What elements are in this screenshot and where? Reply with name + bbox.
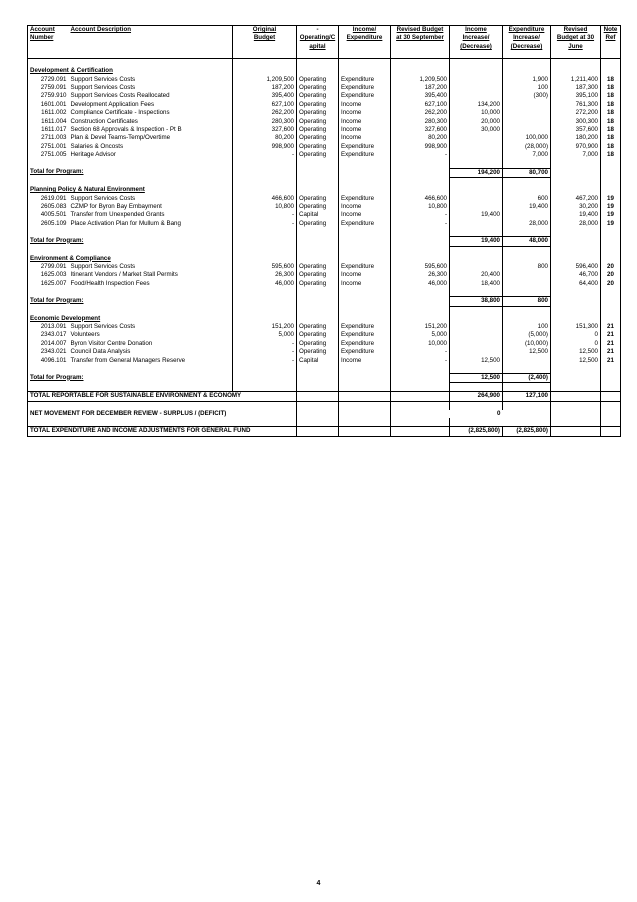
revised-budget: - [391,151,450,159]
account-code: 1611.017 [28,126,69,134]
note-ref: 19 [601,211,621,219]
operating-capital: Operating [297,92,339,100]
table-row [28,263,621,271]
header-income-change: Income Increase/ (Decrease) [450,26,503,52]
expenditure-change: 100,000 [503,134,551,142]
income-change [450,143,503,151]
revised-budget: 280,300 [391,118,450,126]
original-budget: - [233,340,297,348]
original-budget: - [233,151,297,159]
account-code: 2799.091 [28,263,69,271]
note-ref: 19 [601,220,621,228]
table-row [28,143,621,151]
operating-capital: Operating [297,323,339,331]
original-budget: 280,300 [233,118,297,126]
original-budget: 627,100 [233,101,297,109]
account-description: Support Services Costs [70,262,136,270]
expenditure-change: 12,500 [503,348,551,356]
note-ref: 20 [601,280,621,288]
section-title-row [28,315,621,323]
income-change [450,151,503,159]
original-budget: 187,200 [233,84,297,92]
operating-capital: Operating [297,101,339,109]
account-description: Development Application Fees [70,100,155,108]
income-expenditure: Income [339,134,391,142]
reportable-total-label: TOTAL REPORTABLE FOR SUSTAINABLE ENVIRONMENT & ECONOMY [28,392,297,401]
revised-budget: 627,100 [391,101,450,109]
table-row [28,220,621,228]
table-row [28,195,621,203]
account-code: 1611.004 [28,118,69,126]
table-row [28,92,621,100]
expenditure-change [503,118,551,126]
account-description: Transfer from General Managers Reserve [70,356,186,364]
note-ref: 18 [601,109,621,117]
expenditure-change [503,280,551,288]
table-row [28,348,621,356]
header-revised-budget: Revised Budget at 30 September [391,26,450,52]
account-description: Plan & Devel Teams-Temp/Overtime [70,134,171,142]
revised-june: 7,000 [551,151,601,159]
program-total-income: 12,500 [450,374,503,383]
income-expenditure: Income [339,203,391,211]
program-total-expenditure: (2,400) [503,374,551,383]
revised-june: 357,600 [551,126,601,134]
note-ref: 19 [601,203,621,211]
section-title: Environment & Compliance [28,255,233,263]
revised-june: 28,000 [551,220,601,228]
revised-budget: - [391,357,450,365]
income-expenditure: Expenditure [339,340,391,348]
net-movement-label: NET MOVEMENT FOR DECEMBER REVIEW - SURPLUS / (DEFICIT) [28,410,297,418]
income-expenditure: Income [339,211,391,219]
account-code: 2605.083 [28,203,69,211]
header-note-ref: Note Ref [601,26,621,52]
original-budget: 151,200 [233,323,297,331]
revised-june: 272,200 [551,109,601,117]
note-ref: 19 [601,195,621,203]
revised-june: 0 [551,340,601,348]
revised-june: 300,300 [551,118,601,126]
program-total-income: 38,800 [450,297,503,306]
account-description: Construction Certificates [70,117,138,125]
account-description: Section 68 Approvals & Inspection - Pt B [70,126,182,134]
income-change [450,84,503,92]
income-expenditure: Expenditure [339,76,391,84]
note-ref: 18 [601,118,621,126]
income-expenditure: Expenditure [339,323,391,331]
net-movement-row [28,410,621,418]
revised-june: 12,500 [551,348,601,356]
header-income-expenditure: Income/ Expenditure [339,26,391,52]
income-expenditure: Income [339,280,391,288]
table-row [28,357,621,365]
revised-june: 46,700 [551,271,601,279]
account-code: 2013.091 [28,323,69,331]
program-total-expenditure: 80,700 [503,168,551,177]
revised-budget: 262,200 [391,109,450,117]
original-budget: 10,800 [233,203,297,211]
operating-capital: Operating [297,109,339,117]
table-row [28,134,621,142]
original-budget: 26,300 [233,271,297,279]
table-row [28,331,621,339]
operating-capital: Operating [297,203,339,211]
operating-capital: Capital [297,211,339,219]
income-change: 134,200 [450,101,503,109]
table-row [28,271,621,279]
revised-budget: 998,900 [391,143,450,151]
general-fund-total-income: (2,825,800) [450,427,503,436]
program-total-row [28,237,621,246]
expenditure-change: 1,900 [503,76,551,84]
account-code: 2751.005 [28,151,69,159]
table-row [28,118,621,126]
general-fund-total-expenditure: (2,825,800) [503,427,551,436]
original-budget: 46,000 [233,280,297,288]
operating-capital: Capital [297,357,339,365]
revised-budget: 327,600 [391,126,450,134]
table-row [28,101,621,109]
general-fund-total-row [28,427,621,436]
revised-june: 970,900 [551,143,601,151]
operating-capital: Operating [297,76,339,84]
account-description: Support Services Costs [70,75,136,83]
operating-capital: Operating [297,84,339,92]
income-change [450,76,503,84]
account-description: Support Services Costs Reallocated [70,92,170,100]
header-operating-capital: - Operating/C apital [297,26,339,52]
original-budget: - [233,211,297,219]
operating-capital: Operating [297,271,339,279]
account-code: 2711.003 [28,134,69,142]
revised-budget: - [391,211,450,219]
income-change [450,348,503,356]
note-ref: 18 [601,101,621,109]
income-expenditure: Income [339,118,391,126]
revised-budget: - [391,348,450,356]
original-budget: 327,600 [233,126,297,134]
program-total-row [28,374,621,383]
account-code: 2759.091 [28,84,69,92]
expenditure-change: 7,000 [503,151,551,159]
revised-june: 64,400 [551,280,601,288]
income-expenditure: Income [339,271,391,279]
operating-capital: Operating [297,220,339,228]
section-title: Planning Policy & Natural Environment [28,186,233,194]
account-code: 2751.001 [28,143,69,151]
income-change [450,134,503,142]
operating-capital: Operating [297,263,339,271]
header-row [28,26,621,52]
table-row [28,109,621,117]
income-change: 20,000 [450,118,503,126]
income-expenditure: Expenditure [339,92,391,100]
account-description: Food/Health Inspection Fees [70,279,150,287]
account-code: 2343.021 [28,348,69,356]
income-change: 18,400 [450,280,503,288]
table-row [28,151,621,159]
income-expenditure: Income [339,357,391,365]
income-expenditure: Expenditure [339,143,391,151]
note-ref: 21 [601,340,621,348]
reportable-total-expenditure: 127,100 [503,392,551,401]
table-row [28,126,621,134]
revised-budget: 151,200 [391,323,450,331]
note-ref: 21 [601,357,621,365]
note-ref: 21 [601,348,621,356]
operating-capital: Operating [297,126,339,134]
original-budget: 1,209,500 [233,76,297,84]
account-code: 1625.003 [28,271,69,279]
revised-budget: 5,000 [391,331,450,339]
program-total-income: 194,200 [450,168,503,177]
revised-june: 395,100 [551,92,601,100]
program-total-row [28,168,621,177]
original-budget: - [233,357,297,365]
account-description: Compliance Certificate - Inspections [70,109,170,117]
expenditure-change [503,271,551,279]
revised-budget: 10,800 [391,203,450,211]
revised-june: 596,400 [551,263,601,271]
expenditure-change: (10,000) [503,340,551,348]
expenditure-change [503,101,551,109]
revised-budget: - [391,220,450,228]
program-total-income: 19,400 [450,237,503,246]
table-row [28,211,621,219]
header-account-number: Account Number [28,26,69,52]
income-expenditure: Expenditure [339,195,391,203]
income-change [450,195,503,203]
expenditure-change: (5,000) [503,331,551,339]
account-description: Transfer from Unexpended Grants [70,211,165,219]
note-ref: 20 [601,271,621,279]
general-fund-total-label: TOTAL EXPENDITURE AND INCOME ADJUSTMENTS FOR GENERAL FUND [28,427,297,436]
reportable-total-row [28,392,621,401]
revised-budget: 46,000 [391,280,450,288]
expenditure-change [503,357,551,365]
revised-budget: 466,600 [391,195,450,203]
revised-budget: 187,200 [391,84,450,92]
program-total-label: Total for Program: [28,168,233,177]
account-description: Heritage Advisor [70,151,116,159]
revised-budget: 10,000 [391,340,450,348]
income-change [450,220,503,228]
income-change [450,323,503,331]
revised-budget: 595,600 [391,263,450,271]
net-movement-value: 0 [497,409,501,417]
account-code: 1611.002 [28,109,69,117]
revised-june: 30,200 [551,203,601,211]
note-ref: 18 [601,134,621,142]
section-title-row [28,67,621,75]
page-number: 4 [316,880,321,887]
program-total-expenditure: 800 [503,297,551,306]
section-title: Development & Certification [28,67,233,75]
expenditure-change [503,126,551,134]
account-description: Byron Visitor Centre Donation [70,339,153,347]
revised-june: 0 [551,331,601,339]
header-revised-june: Revised Budget at 30 June [551,26,601,52]
program-total-label: Total for Program: [28,297,233,306]
account-description: Place Activation Plan for Mullum & Bang [70,219,181,227]
original-budget: - [233,220,297,228]
note-ref: 20 [601,263,621,271]
account-description: Salaries & Oncosts [70,142,124,150]
account-description: Itinerant Vendors / Market Stall Permits [70,271,178,279]
revised-june: 19,400 [551,211,601,219]
operating-capital: Operating [297,151,339,159]
original-budget: 262,200 [233,109,297,117]
revised-budget: 80,200 [391,134,450,142]
original-budget: 395,400 [233,92,297,100]
program-total-label: Total for Program: [28,237,233,246]
note-ref: 18 [601,84,621,92]
account-code: 2605.109 [28,220,69,228]
income-change: 12,500 [450,357,503,365]
expenditure-change: 28,000 [503,220,551,228]
revised-june: 187,300 [551,84,601,92]
note-ref: 18 [601,143,621,151]
income-change: 19,400 [450,211,503,219]
income-expenditure: Expenditure [339,220,391,228]
income-expenditure: Expenditure [339,84,391,92]
operating-capital: Operating [297,331,339,339]
program-total-row [28,297,621,306]
income-expenditure: Expenditure [339,263,391,271]
program-total-label: Total for Program: [28,374,233,383]
income-change [450,263,503,271]
program-total-expenditure: 48,000 [503,237,551,246]
operating-capital: Operating [297,143,339,151]
note-ref: 18 [601,92,621,100]
income-change: 20,400 [450,271,503,279]
expenditure-change [503,211,551,219]
expenditure-change: (28,000) [503,143,551,151]
account-code: 1601.001 [28,101,69,109]
section-title-row [28,255,621,263]
revised-june: 1,211,400 [551,76,601,84]
revised-june: 761,300 [551,101,601,109]
revised-budget: 395,400 [391,92,450,100]
expenditure-change: (300) [503,92,551,100]
income-expenditure: Expenditure [339,151,391,159]
original-budget: - [233,348,297,356]
account-code: 2014.007 [28,340,69,348]
header-expenditure-change: Expenditure Increase/ (Decrease) [503,26,551,52]
revised-budget: 26,300 [391,271,450,279]
note-ref: 18 [601,151,621,159]
original-budget: 80,200 [233,134,297,142]
operating-capital: Operating [297,280,339,288]
operating-capital: Operating [297,348,339,356]
account-description: Volunteers [70,331,100,339]
original-budget: 5,000 [233,331,297,339]
account-code: 1625.007 [28,280,69,288]
table-row [28,84,621,92]
account-description: Support Services Costs [70,84,136,92]
expenditure-change [503,109,551,117]
revised-june: 12,500 [551,357,601,365]
table-row [28,280,621,288]
expenditure-change: 800 [503,263,551,271]
reportable-total-income: 264,900 [450,392,503,401]
account-code: 2729.091 [28,76,69,84]
income-change [450,92,503,100]
note-ref: 18 [601,76,621,84]
income-change: 30,000 [450,126,503,134]
expenditure-change: 19,400 [503,203,551,211]
expenditure-change: 100 [503,84,551,92]
income-expenditure: Income [339,101,391,109]
account-code: 2343.017 [28,331,69,339]
revised-june: 467,200 [551,195,601,203]
table-row [28,76,621,84]
section-title-row [28,186,621,194]
income-change [450,203,503,211]
table-row [28,323,621,331]
account-code: 4005.501 [28,211,69,219]
operating-capital: Operating [297,134,339,142]
operating-capital: Operating [297,118,339,126]
account-code: 4096.101 [28,357,69,365]
revised-budget: 1,209,500 [391,76,450,84]
account-code: 2619.091 [28,195,69,203]
account-description: Council Data Analysis [70,348,131,356]
income-change: 10,000 [450,109,503,117]
note-ref: 21 [601,323,621,331]
expenditure-change: 100 [503,323,551,331]
original-budget: 998,900 [233,143,297,151]
table-row [28,340,621,348]
section-title: Economic Development [28,315,233,323]
account-description: Support Services Costs [70,322,136,330]
table-row [28,203,621,211]
income-expenditure: Income [339,126,391,134]
operating-capital: Operating [297,195,339,203]
budget-table [27,25,621,437]
header-account-description: Account Description [69,26,233,52]
operating-capital: Operating [297,340,339,348]
income-expenditure: Income [339,109,391,117]
note-ref: 21 [601,331,621,339]
account-description: Support Services Costs [70,194,136,202]
income-expenditure: Expenditure [339,348,391,356]
account-description: CZMP for Byron Bay Embayment [70,202,162,210]
income-change [450,340,503,348]
original-budget: 595,600 [233,263,297,271]
header-original-budget: Original Budget [233,26,297,52]
note-ref: 18 [601,126,621,134]
expenditure-change: 600 [503,195,551,203]
original-budget: 466,600 [233,195,297,203]
revised-june: 151,300 [551,323,601,331]
income-change [450,331,503,339]
account-code: 2759.910 [28,92,69,100]
income-expenditure: Expenditure [339,331,391,339]
revised-june: 180,200 [551,134,601,142]
